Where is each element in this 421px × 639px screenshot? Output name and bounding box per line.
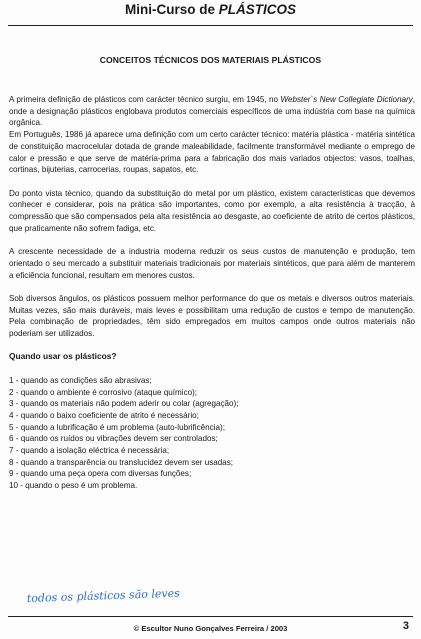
paragraph-definition-text-b: , onde a designação plásticos englobava produtos comerciais específicos de uma indústria com base na química orgânica. [9,95,415,128]
list-item: 2 - quando o ambiente é corrosivo (ataque químico); [9,387,198,397]
header-title-prefix: Mini-Curso de [124,2,219,17]
list-item: 10 - quando o peso é um problema. [9,481,138,491]
paragraph-performance: Sob diversos ângulos, os plásticos possuem melhor performance do que os metais e diversos outros materiais. Muitas vezes, são mais duráveis, mais leves e possibilitam uma redução de custos e tempo de manutenção. Pela combinação de propriedades, têm sido empregados em muitos campos onde outros materiais não poderiam ser utilizados. [9,293,415,339]
handwritten-note [25,585,275,611]
paragraph-technical-view: Do ponto vista técnico, quando da substituição do metal por um plástico, existem características que devemos conhecer e considerar, pois na prática são importantes, como por exemplo, a alta resistência à tracção, à compressão que são compensados pela alta resistência ao desgaste, ao coeficiente de atrito de certos plásticos, que praticamente não sofrem fadiga, etc. [9,188,415,233]
list-item: 5 - quando a lubrificação é um problema (auto-lubrificência); [9,422,225,432]
uses-list [9,375,415,492]
list-item: 7 - quando a isolação eléctrica é necessária; [9,446,170,456]
list-item: 9 - quando uma peça opera com diversas funções; [9,469,192,479]
list-item: 6 - quando os ruídos ou vibrações devem ser controlados; [9,434,218,444]
paragraph-definition [9,94,415,129]
document-body [9,94,415,492]
list-item: 3 - quando os materiais não podem aderir ou colar (agregação); [9,399,239,409]
section-heading: CONCEITOS TÉCNICOS DOS MATERIAIS PLÁSTICOS [99,55,322,65]
header-title-emphasis: PLÁSTICOS [218,2,296,17]
footer-divider [8,616,413,617]
list-item: 4 - quando o baixo coeficiente de atrito é necessário; [9,410,199,420]
list-item: 1 - quando as condições são abrasivas; [9,375,152,385]
paragraph-definition-text-a: A primeira definição de plásticos com carácter técnico surgiu, em 1945, no [9,95,281,104]
footer-copyright: © Escultor Nuno Gonçalves Ferreira / 2003 [133,624,288,633]
page-header [0,2,421,18]
question-title: Quando usar os plásticos? [9,351,117,362]
paragraph-industry-need: A crescente necessidade de a industria moderna reduzir os seus custos de manutenção e produção, tem orientado o seu mercado a substituir materiais tradicionais por materiais sintéticos, que para além de manterem a eficiência funcional, resultam em menores custos. [9,247,415,280]
page-number: 3 [402,620,409,632]
header-divider [8,25,413,26]
list-item: 8 - quando a transparência ou translucidez devem ser usadas; [9,457,234,467]
handwritten-note-text: todos os plásticos são leves [26,586,180,605]
paragraph-portuguese-definition: Em Português, 1986 já aparece uma definição com um certo carácter técnico: matéria plástica - matéria sintética de constituição macrocelular dotada de grande maleabilidade, facilmente transformável mediante o emprego de calor e pressão e que serve de matéria-prima para a fabricação dos mais variados objectos: vasos, toalhas, cortinas, bijuterias, carrocerias, roupas, sapatos, etc. [9,130,415,175]
dictionary-source: Webster`s New Collegiate Dictionary [280,95,413,104]
